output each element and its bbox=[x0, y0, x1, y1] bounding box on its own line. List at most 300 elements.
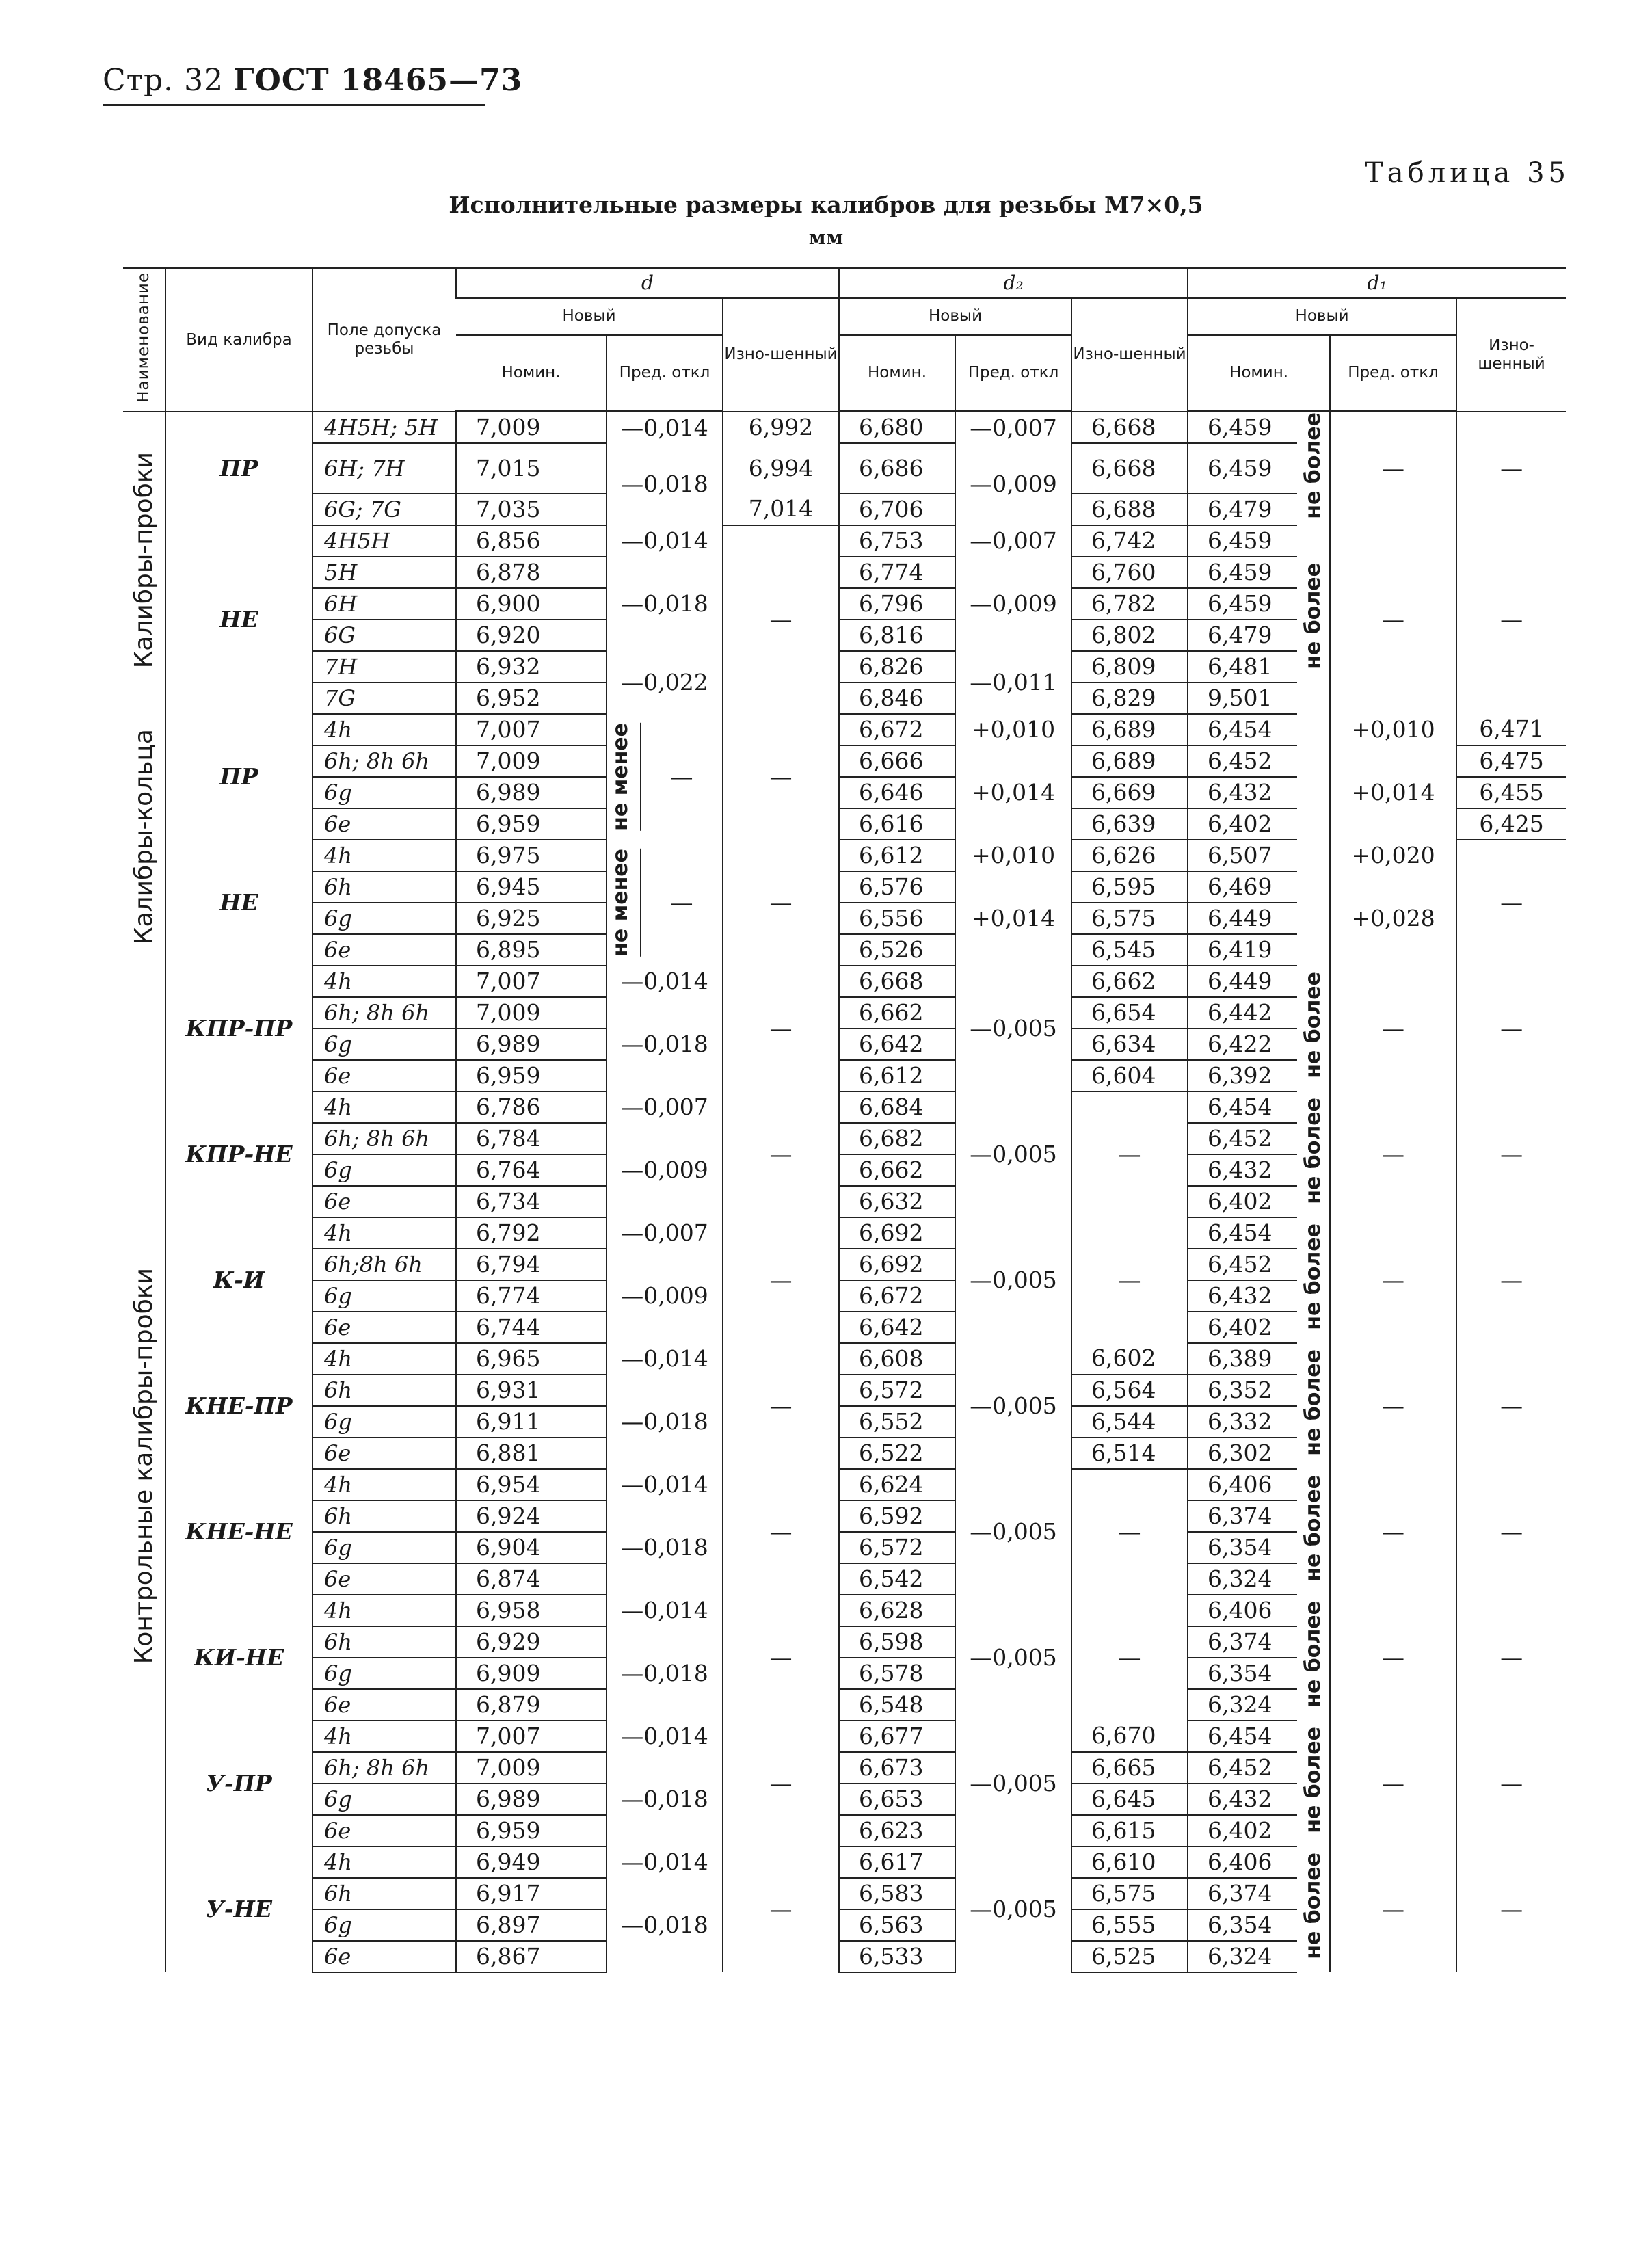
d1-nominal: 6,402 bbox=[1188, 808, 1297, 840]
d-nominal: 6,784 bbox=[456, 1123, 607, 1154]
d-worn: — bbox=[723, 1469, 839, 1595]
gauge-kind: КНЕ-ПР bbox=[165, 1343, 312, 1469]
d2-nominal: 6,533 bbox=[839, 1941, 955, 1972]
d-nominal: 6,920 bbox=[456, 620, 607, 651]
d2-nominal: 6,672 bbox=[839, 1280, 955, 1312]
note-ne-bolee bbox=[1297, 1469, 1330, 1595]
table-row bbox=[123, 1091, 1566, 1123]
d1-nominal: 6,324 bbox=[1188, 1689, 1297, 1721]
d1-deviation: — bbox=[1330, 1469, 1456, 1595]
d2-nominal: 6,526 bbox=[839, 934, 955, 966]
tolerance-field: 7G bbox=[312, 683, 456, 714]
d2-worn: 6,545 bbox=[1071, 934, 1188, 966]
section-label bbox=[123, 412, 165, 714]
d2-worn: 6,802 bbox=[1071, 620, 1188, 651]
d1-nominal: 6,419 bbox=[1188, 934, 1297, 966]
d-worn: 6,994 bbox=[723, 443, 839, 494]
col-d: d bbox=[456, 268, 839, 298]
d1-worn: — bbox=[1456, 1469, 1566, 1595]
d1-nominal: 6,442 bbox=[1188, 997, 1297, 1029]
d2-worn: 6,665 bbox=[1071, 1752, 1188, 1784]
d-nominal: 6,909 bbox=[456, 1658, 607, 1689]
d2-worn: 6,544 bbox=[1071, 1406, 1188, 1438]
note-ne-bolee bbox=[1297, 1721, 1330, 1846]
gauge-kind: У-ПР bbox=[165, 1721, 312, 1846]
d-nominal: 6,917 bbox=[456, 1878, 607, 1909]
d2-worn: 6,604 bbox=[1071, 1060, 1188, 1091]
d-deviation: —0,014 bbox=[607, 412, 723, 444]
d1-worn: 6,455 bbox=[1456, 777, 1566, 808]
d2-nominal: 6,572 bbox=[839, 1375, 955, 1406]
d2-worn: 6,654 bbox=[1071, 997, 1188, 1029]
d2-worn: 6,668 bbox=[1071, 412, 1188, 444]
tolerance-field: 6h; 8h 6h bbox=[312, 997, 456, 1029]
dimensions-table bbox=[123, 267, 1566, 1973]
d1-worn: — bbox=[1456, 1343, 1566, 1469]
gauge-kind: ПР bbox=[165, 714, 312, 840]
d2-deviation: +0,010 bbox=[955, 714, 1071, 745]
d1-deviation: — bbox=[1330, 1846, 1456, 1972]
d-nominal: 6,874 bbox=[456, 1563, 607, 1595]
note-ne-bolee bbox=[1297, 1091, 1330, 1217]
d1-nominal: 6,459 bbox=[1188, 412, 1297, 444]
d2-worn: — bbox=[1071, 1091, 1188, 1217]
d1-worn: 6,475 bbox=[1456, 745, 1566, 777]
tolerance-field: 4h bbox=[312, 840, 456, 871]
tolerance-field: 6h bbox=[312, 1375, 456, 1406]
page-header bbox=[103, 63, 522, 98]
tolerance-field: 6g bbox=[312, 1532, 456, 1563]
d1-nominal: 6,302 bbox=[1188, 1438, 1297, 1469]
col-naimenovanie: Наименование bbox=[123, 268, 165, 412]
d-nominal: 6,856 bbox=[456, 525, 607, 557]
tolerance-field: 6h bbox=[312, 1500, 456, 1532]
d1-nominal: 6,452 bbox=[1188, 1123, 1297, 1154]
d-deviation: —0,009 bbox=[607, 1249, 723, 1343]
d2-worn: 6,639 bbox=[1071, 808, 1188, 840]
d2-worn: — bbox=[1071, 1595, 1188, 1721]
d1-nominal: 6,374 bbox=[1188, 1878, 1297, 1909]
d-worn: — bbox=[723, 966, 839, 1091]
table-row bbox=[123, 714, 1566, 745]
d1-worn: — bbox=[1456, 966, 1566, 1091]
d1-deviation: — bbox=[1330, 966, 1456, 1091]
d-deviation: —0,014 bbox=[607, 1469, 723, 1500]
tolerance-field: 6h;8h 6h bbox=[312, 1249, 456, 1280]
d-nominal: 6,904 bbox=[456, 1532, 607, 1563]
d-nominal: 6,958 bbox=[456, 1595, 607, 1626]
col-d1-pred: Пред. откл bbox=[1330, 335, 1456, 412]
d-deviation: —0,018 bbox=[607, 443, 723, 525]
d2-nominal: 6,668 bbox=[839, 966, 955, 997]
col-d1-noviy: Новый bbox=[1188, 298, 1456, 335]
tolerance-field: 6e bbox=[312, 1815, 456, 1846]
tolerance-field: 4h bbox=[312, 1846, 456, 1878]
d2-nominal: 6,826 bbox=[839, 651, 955, 683]
d-nominal: 7,007 bbox=[456, 1721, 607, 1752]
d2-worn: 6,689 bbox=[1071, 745, 1188, 777]
tolerance-field: 6g bbox=[312, 1029, 456, 1060]
col-d-pred: Пред. откл bbox=[607, 335, 723, 412]
tolerance-field: 6e bbox=[312, 1689, 456, 1721]
col-d2: d₂ bbox=[839, 268, 1188, 298]
d1-nominal: 6,507 bbox=[1188, 840, 1297, 871]
d1-nominal: 6,469 bbox=[1188, 871, 1297, 903]
d-deviation: —0,018 bbox=[607, 1752, 723, 1846]
d-nominal: 6,878 bbox=[456, 557, 607, 588]
tolerance-field: 6e bbox=[312, 1941, 456, 1972]
d2-worn: 6,645 bbox=[1071, 1784, 1188, 1815]
d1-deviation: — bbox=[1330, 1343, 1456, 1469]
table-unit: мм bbox=[808, 226, 844, 249]
tolerance-field: 4h bbox=[312, 1343, 456, 1375]
d-nominal: 6,989 bbox=[456, 1784, 607, 1815]
note-label: не более bbox=[1301, 412, 1325, 519]
d-deviation: —0,014 bbox=[607, 1721, 723, 1752]
d1-worn: — bbox=[1456, 1846, 1566, 1972]
d2-nominal: 6,686 bbox=[839, 443, 955, 494]
d2-deviation: —0,005 bbox=[955, 1091, 1071, 1217]
tolerance-field: 6g bbox=[312, 1406, 456, 1438]
d2-deviation: —0,011 bbox=[955, 651, 1071, 714]
d2-nominal: 6,612 bbox=[839, 1060, 955, 1091]
d1-nominal: 9,501 bbox=[1188, 683, 1297, 714]
d1-nominal: 6,481 bbox=[1188, 651, 1297, 683]
d1-deviation: — bbox=[1330, 525, 1456, 714]
d-deviation: —0,014 bbox=[607, 1595, 723, 1626]
d1-nominal: 6,324 bbox=[1188, 1563, 1297, 1595]
tolerance-field: 6G; 7G bbox=[312, 494, 456, 525]
table-row bbox=[123, 840, 1566, 871]
d1-nominal: 6,354 bbox=[1188, 1532, 1297, 1563]
d1-deviation: +0,010 bbox=[1330, 714, 1456, 745]
d1-nominal: 6,406 bbox=[1188, 1595, 1297, 1626]
note-label: не более bbox=[1301, 972, 1325, 1079]
d1-nominal: 6,406 bbox=[1188, 1469, 1297, 1500]
d-nominal: 6,949 bbox=[456, 1846, 607, 1878]
d2-deviation: —0,009 bbox=[955, 557, 1071, 651]
note-ne-menee: не менее bbox=[607, 849, 641, 957]
d1-nominal: 6,392 bbox=[1188, 1060, 1297, 1091]
d-nominal: 7,007 bbox=[456, 966, 607, 997]
note-label: не более bbox=[1301, 563, 1325, 670]
d1-deviation: +0,014 bbox=[1330, 745, 1456, 840]
d-nominal: 6,954 bbox=[456, 1469, 607, 1500]
tolerance-field: 6H; 7H bbox=[312, 443, 456, 494]
d-deviation: —0,018 bbox=[607, 997, 723, 1091]
d1-nominal: 6,479 bbox=[1188, 620, 1297, 651]
d1-nominal: 6,449 bbox=[1188, 903, 1297, 934]
d1-deviation: — bbox=[1330, 1721, 1456, 1846]
tolerance-field: 6e bbox=[312, 1186, 456, 1217]
d1-worn: 6,471 bbox=[1456, 714, 1566, 745]
col-d2-pred: Пред. откл bbox=[955, 335, 1071, 412]
d2-deviation: —0,005 bbox=[955, 1343, 1071, 1469]
d1-worn: — bbox=[1456, 840, 1566, 966]
note-label: не более bbox=[1301, 1098, 1325, 1205]
table-header bbox=[123, 268, 1566, 412]
note-ne-bolee bbox=[1297, 1343, 1330, 1469]
d-nominal: 6,952 bbox=[456, 683, 607, 714]
d-deviation bbox=[607, 840, 723, 966]
d1-nominal: 6,389 bbox=[1188, 1343, 1297, 1375]
d1-deviation: — bbox=[1330, 1595, 1456, 1721]
gauge-kind: ПР bbox=[165, 412, 312, 525]
d1-nominal: 6,406 bbox=[1188, 1846, 1297, 1878]
col-d-noviy: Новый bbox=[456, 298, 723, 335]
d2-nominal: 6,662 bbox=[839, 997, 955, 1029]
tolerance-field: 6g bbox=[312, 1909, 456, 1941]
d2-deviation: —0,007 bbox=[955, 412, 1071, 444]
d2-worn: 6,634 bbox=[1071, 1029, 1188, 1060]
tolerance-field: 6e bbox=[312, 808, 456, 840]
d1-nominal: 6,459 bbox=[1188, 525, 1297, 557]
d-deviation: —0,007 bbox=[607, 1091, 723, 1123]
col-d1: d₁ bbox=[1188, 268, 1566, 298]
d1-nominal: 6,354 bbox=[1188, 1909, 1297, 1941]
d2-worn: 6,575 bbox=[1071, 1878, 1188, 1909]
tolerance-field: 4H5H bbox=[312, 525, 456, 557]
table-row bbox=[123, 1343, 1566, 1375]
section-label bbox=[123, 966, 165, 1972]
d2-worn: 6,760 bbox=[1071, 557, 1188, 588]
d1-nominal: 6,452 bbox=[1188, 745, 1297, 777]
tolerance-field: 4H5H; 5H bbox=[312, 412, 456, 444]
d1-deviation: — bbox=[1330, 412, 1456, 525]
d-nominal: 7,009 bbox=[456, 745, 607, 777]
d-worn: — bbox=[723, 714, 839, 840]
d2-nominal: 6,666 bbox=[839, 745, 955, 777]
d-nominal: 6,786 bbox=[456, 1091, 607, 1123]
d1-nominal: 6,452 bbox=[1188, 1249, 1297, 1280]
note-ne-bolee bbox=[1297, 1217, 1330, 1343]
d2-worn: 6,626 bbox=[1071, 840, 1188, 871]
d-nominal: 6,900 bbox=[456, 588, 607, 620]
d2-nominal: 6,816 bbox=[839, 620, 955, 651]
d2-nominal: 6,642 bbox=[839, 1312, 955, 1343]
d-nominal: 6,945 bbox=[456, 871, 607, 903]
d2-worn: 6,525 bbox=[1071, 1941, 1188, 1972]
d-deviation: —0,007 bbox=[607, 1217, 723, 1249]
d2-nominal: 6,612 bbox=[839, 840, 955, 871]
d-deviation: —0,018 bbox=[607, 557, 723, 651]
d2-worn: 6,669 bbox=[1071, 777, 1188, 808]
gauge-kind: КПР-ПР bbox=[165, 966, 312, 1091]
d2-worn: 6,688 bbox=[1071, 494, 1188, 525]
d2-nominal: 6,624 bbox=[839, 1469, 955, 1500]
d1-nominal: 6,454 bbox=[1188, 714, 1297, 745]
col-d2-iznosh: Изно-шенный bbox=[1071, 298, 1188, 412]
d1-nominal: 6,479 bbox=[1188, 494, 1297, 525]
d-deviation-value: — bbox=[670, 763, 693, 790]
section-name: Калибры-кольца bbox=[129, 728, 158, 944]
d1-worn: — bbox=[1456, 412, 1566, 525]
col-pole: Поле допуска резьбы bbox=[312, 268, 456, 412]
col-vid: Вид калибра bbox=[165, 268, 312, 412]
d-nominal: 6,764 bbox=[456, 1154, 607, 1186]
section-label bbox=[123, 714, 165, 966]
d2-nominal: 6,616 bbox=[839, 808, 955, 840]
d-worn: — bbox=[723, 1846, 839, 1972]
d1-nominal: 6,432 bbox=[1188, 1280, 1297, 1312]
tolerance-field: 4h bbox=[312, 1595, 456, 1626]
d1-nominal: 6,432 bbox=[1188, 1784, 1297, 1815]
d1-nominal: 6,402 bbox=[1188, 1312, 1297, 1343]
d1-worn: — bbox=[1456, 1217, 1566, 1343]
d1-worn: 6,425 bbox=[1456, 808, 1566, 840]
gauge-kind: КНЕ-НЕ bbox=[165, 1469, 312, 1595]
d2-nominal: 6,682 bbox=[839, 1123, 955, 1154]
d1-nominal: 6,332 bbox=[1188, 1406, 1297, 1438]
note-ne-bolee bbox=[1297, 412, 1330, 525]
d2-nominal: 6,598 bbox=[839, 1626, 955, 1658]
d2-deviation: —0,009 bbox=[955, 443, 1071, 525]
d2-worn: 6,555 bbox=[1071, 1909, 1188, 1941]
d2-nominal: 6,706 bbox=[839, 494, 955, 525]
d-nominal: 6,929 bbox=[456, 1626, 607, 1658]
d-deviation: —0,018 bbox=[607, 1626, 723, 1721]
d2-worn: 6,809 bbox=[1071, 651, 1188, 683]
d1-worn: — bbox=[1456, 1091, 1566, 1217]
table-row bbox=[123, 525, 1566, 557]
tolerance-field: 6h bbox=[312, 1878, 456, 1909]
tolerance-field: 6g bbox=[312, 777, 456, 808]
d2-worn: 6,610 bbox=[1071, 1846, 1188, 1878]
tolerance-field: 6g bbox=[312, 1154, 456, 1186]
table-row bbox=[123, 1217, 1566, 1249]
d-nominal: 6,989 bbox=[456, 1029, 607, 1060]
d2-nominal: 6,623 bbox=[839, 1815, 955, 1846]
table-row bbox=[123, 1469, 1566, 1500]
d1-worn: — bbox=[1456, 1595, 1566, 1721]
table-row bbox=[123, 966, 1566, 997]
d-deviation: —0,014 bbox=[607, 1846, 723, 1878]
d-deviation bbox=[607, 714, 723, 840]
d-deviation: —0,014 bbox=[607, 966, 723, 997]
d2-nominal: 6,653 bbox=[839, 1784, 955, 1815]
d1-worn: — bbox=[1456, 1721, 1566, 1846]
d2-nominal: 6,684 bbox=[839, 1091, 955, 1123]
tolerance-field: 6h; 8h 6h bbox=[312, 745, 456, 777]
d1-spacer bbox=[1297, 840, 1330, 966]
d2-worn: 6,668 bbox=[1071, 443, 1188, 494]
d2-deviation: —0,005 bbox=[955, 1469, 1071, 1595]
d-nominal: 6,932 bbox=[456, 651, 607, 683]
d-nominal: 6,989 bbox=[456, 777, 607, 808]
d2-deviation: —0,005 bbox=[955, 1721, 1071, 1846]
d2-deviation: —0,005 bbox=[955, 1595, 1071, 1721]
col-d1-nomin: Номин. bbox=[1188, 335, 1330, 412]
d-deviation-value: — bbox=[670, 888, 693, 916]
d1-deviation: — bbox=[1330, 1217, 1456, 1343]
col-d2-nomin: Номин. bbox=[839, 335, 955, 412]
tolerance-field: 4h bbox=[312, 1217, 456, 1249]
table-row bbox=[123, 1846, 1566, 1878]
d-deviation: —0,014 bbox=[607, 1343, 723, 1375]
d-nominal: 7,007 bbox=[456, 714, 607, 745]
header-rule bbox=[103, 104, 485, 106]
d-nominal: 6,881 bbox=[456, 1438, 607, 1469]
tolerance-field: 5H bbox=[312, 557, 456, 588]
tolerance-field: 4h bbox=[312, 966, 456, 997]
note-ne-bolee bbox=[1297, 966, 1330, 1091]
d-nominal: 6,925 bbox=[456, 903, 607, 934]
d2-deviation: —0,007 bbox=[955, 525, 1071, 557]
d-nominal: 7,009 bbox=[456, 412, 607, 444]
d-nominal: 6,744 bbox=[456, 1312, 607, 1343]
d2-worn: 6,564 bbox=[1071, 1375, 1188, 1406]
gauge-kind: НЕ bbox=[165, 840, 312, 966]
d-nominal: 6,959 bbox=[456, 1815, 607, 1846]
tolerance-field: 6g bbox=[312, 1280, 456, 1312]
tolerance-field: 6e bbox=[312, 1563, 456, 1595]
tolerance-field: 6h; 8h 6h bbox=[312, 1752, 456, 1784]
d-nominal: 6,975 bbox=[456, 840, 607, 871]
d1-nominal: 6,352 bbox=[1188, 1375, 1297, 1406]
table-row bbox=[123, 412, 1566, 444]
d2-nominal: 6,673 bbox=[839, 1752, 955, 1784]
note-ne-bolee bbox=[1297, 1595, 1330, 1721]
d-worn: 7,014 bbox=[723, 494, 839, 525]
d2-nominal: 6,692 bbox=[839, 1249, 955, 1280]
d-nominal: 7,009 bbox=[456, 1752, 607, 1784]
d2-deviation: —0,005 bbox=[955, 966, 1071, 1091]
d2-nominal: 6,576 bbox=[839, 871, 955, 903]
d2-nominal: 6,753 bbox=[839, 525, 955, 557]
d2-worn: 6,670 bbox=[1071, 1721, 1188, 1752]
note-label: не более bbox=[1301, 1223, 1325, 1331]
tolerance-field: 6H bbox=[312, 588, 456, 620]
d1-spacer bbox=[1297, 714, 1330, 840]
d2-nominal: 6,846 bbox=[839, 683, 955, 714]
d2-nominal: 6,572 bbox=[839, 1532, 955, 1563]
section-name: Контрольные калибры-пробки bbox=[129, 1267, 158, 1664]
d1-deviation: — bbox=[1330, 1091, 1456, 1217]
d1-deviation: +0,020 bbox=[1330, 840, 1456, 871]
tolerance-field: 6e bbox=[312, 1312, 456, 1343]
d2-nominal: 6,774 bbox=[839, 557, 955, 588]
tolerance-field: 4h bbox=[312, 1091, 456, 1123]
d2-nominal: 6,642 bbox=[839, 1029, 955, 1060]
gauge-kind: КПР-НЕ bbox=[165, 1091, 312, 1217]
gauge-kind: У-НЕ bbox=[165, 1846, 312, 1972]
d1-nominal: 6,374 bbox=[1188, 1626, 1297, 1658]
tolerance-field: 4h bbox=[312, 1469, 456, 1500]
d2-nominal: 6,662 bbox=[839, 1154, 955, 1186]
d-worn: — bbox=[723, 1721, 839, 1846]
d-worn: — bbox=[723, 1217, 839, 1343]
d1-nominal: 6,374 bbox=[1188, 1500, 1297, 1532]
gauge-kind: НЕ bbox=[165, 525, 312, 714]
d2-nominal: 6,680 bbox=[839, 412, 955, 444]
d-nominal: 6,895 bbox=[456, 934, 607, 966]
d-nominal: 6,959 bbox=[456, 1060, 607, 1091]
note-ne-menee: не менее bbox=[607, 723, 641, 831]
d2-nominal: 6,548 bbox=[839, 1689, 955, 1721]
d1-nominal: 6,402 bbox=[1188, 1815, 1297, 1846]
d1-nominal: 6,452 bbox=[1188, 1752, 1297, 1784]
d2-nominal: 6,677 bbox=[839, 1721, 955, 1752]
d2-nominal: 6,556 bbox=[839, 903, 955, 934]
d2-worn: 6,782 bbox=[1071, 588, 1188, 620]
d2-worn: 6,575 bbox=[1071, 903, 1188, 934]
d2-nominal: 6,692 bbox=[839, 1217, 955, 1249]
table-row bbox=[123, 871, 1566, 903]
note-label: не более bbox=[1301, 1475, 1325, 1582]
d2-nominal: 6,672 bbox=[839, 714, 955, 745]
d-nominal: 6,879 bbox=[456, 1689, 607, 1721]
d2-nominal: 6,632 bbox=[839, 1186, 955, 1217]
